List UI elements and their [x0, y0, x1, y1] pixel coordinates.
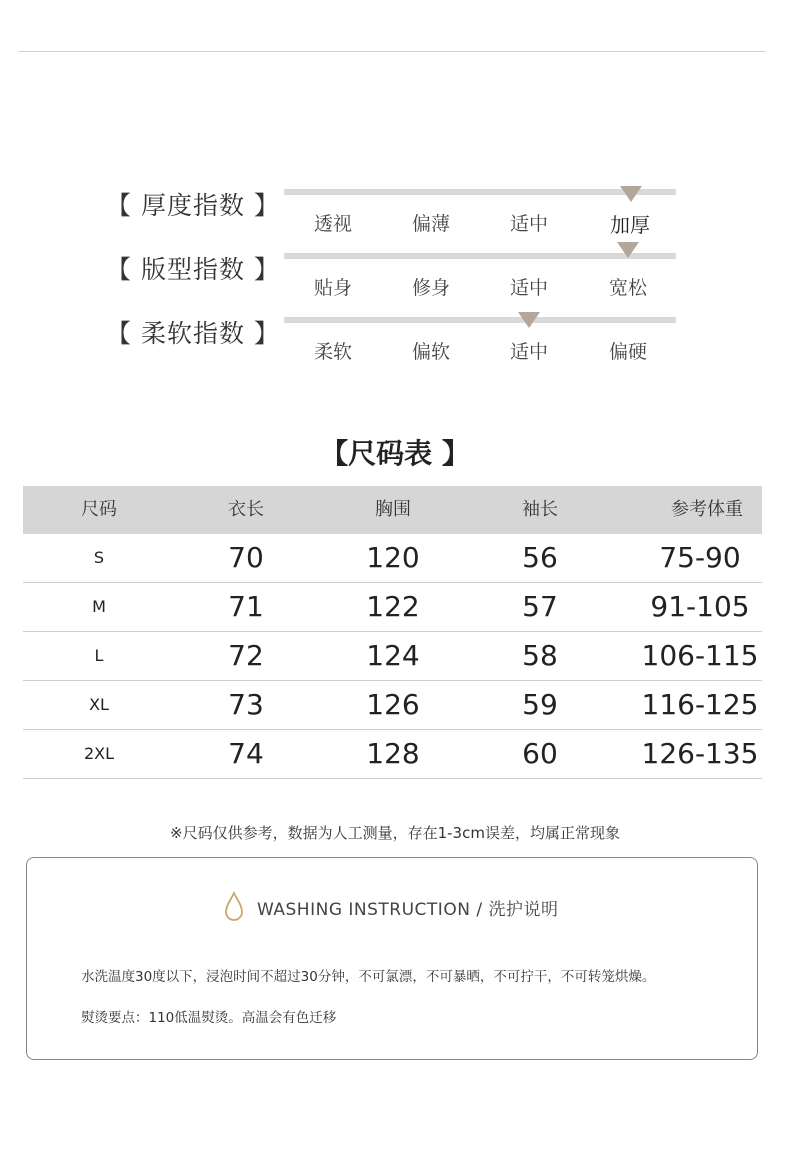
fit-index	[0, 250, 790, 310]
table-row	[23, 681, 762, 730]
thickness-index	[0, 186, 790, 246]
cell-chest: 120	[366, 541, 420, 574]
fit-label-2: 修身	[411, 277, 450, 299]
washing-title: WASHING INSTRUCTION / 洗护说明	[257, 900, 559, 920]
table-row	[23, 632, 762, 681]
softness-index-marker	[518, 312, 540, 328]
thickness-index-bar	[284, 189, 676, 195]
cell-weight: 116-125	[641, 688, 759, 721]
fit-label-1: 贴身	[313, 277, 352, 299]
cell-size: S	[93, 548, 105, 567]
table-row	[23, 534, 762, 583]
header-length: 衣长	[228, 499, 264, 520]
header-chest: 胸围	[375, 499, 411, 520]
cell-weight: 91-105	[650, 590, 750, 623]
size-chart-title: 【尺码表 】	[320, 437, 470, 470]
cell-weight: 126-135	[641, 737, 759, 770]
table-header	[23, 486, 762, 534]
top-divider	[18, 51, 766, 52]
softness-label-1: 柔软	[313, 341, 352, 363]
cell-sleeve: 57	[522, 590, 558, 623]
cell-chest: 128	[366, 737, 420, 770]
header-sleeve: 袖长	[522, 499, 558, 520]
cell-chest: 124	[366, 639, 420, 672]
size-note: ※尺码仅供参考，数据为人工测量，存在1-3cm误差，均属正常现象	[170, 824, 620, 842]
cell-length: 73	[228, 688, 264, 721]
table-row	[23, 730, 762, 779]
thickness-label-3: 适中	[509, 213, 548, 235]
table-row	[23, 583, 762, 632]
header-size: 尺码	[81, 499, 117, 520]
cell-chest: 122	[366, 590, 420, 623]
cell-size: L	[94, 646, 104, 665]
cell-length: 74	[228, 737, 264, 770]
cell-length: 72	[228, 639, 264, 672]
washing-instruction-box	[26, 857, 758, 1060]
washing-line-1: 水洗温度30度以下，浸泡时间不超过30分钟，不可氯漂，不可暴晒，不可拧干，不可转笼烘燥。	[81, 969, 656, 985]
cell-weight: 106-115	[641, 639, 759, 672]
cell-size: XL	[89, 695, 109, 714]
water-drop-icon	[224, 891, 244, 921]
size-table	[23, 486, 762, 779]
cell-length: 70	[228, 541, 264, 574]
fit-index-marker	[617, 242, 639, 258]
thickness-index-marker	[620, 186, 642, 202]
cell-sleeve: 60	[522, 737, 558, 770]
thickness-label-2: 偏薄	[411, 213, 450, 235]
cell-sleeve: 58	[522, 639, 558, 672]
header-weight: 参考体重	[671, 499, 743, 520]
cell-sleeve: 59	[522, 688, 558, 721]
cell-sleeve: 56	[522, 541, 558, 574]
softness-label-3: 适中	[509, 341, 548, 363]
fit-index-title: 【 版型指数 】	[106, 255, 280, 284]
cell-size: M	[92, 597, 106, 616]
cell-weight: 75-90	[659, 541, 741, 574]
thickness-index-title: 【 厚度指数 】	[106, 191, 280, 220]
cell-chest: 126	[366, 688, 420, 721]
softness-label-2: 偏软	[411, 341, 450, 363]
cell-length: 71	[228, 590, 264, 623]
washing-line-2: 熨烫要点：110低温熨烫。高温会有色迁移	[81, 1010, 337, 1026]
softness-index	[0, 314, 790, 374]
softness-index-title: 【 柔软指数 】	[106, 319, 280, 348]
softness-label-4: 偏硬	[608, 341, 647, 363]
thickness-label-4: 加厚	[610, 213, 650, 237]
cell-size: 2XL	[83, 744, 115, 763]
fit-label-3: 适中	[509, 277, 548, 299]
fit-label-4: 宽松	[608, 277, 647, 299]
thickness-label-1: 透视	[313, 213, 352, 235]
softness-index-bar	[284, 317, 676, 323]
